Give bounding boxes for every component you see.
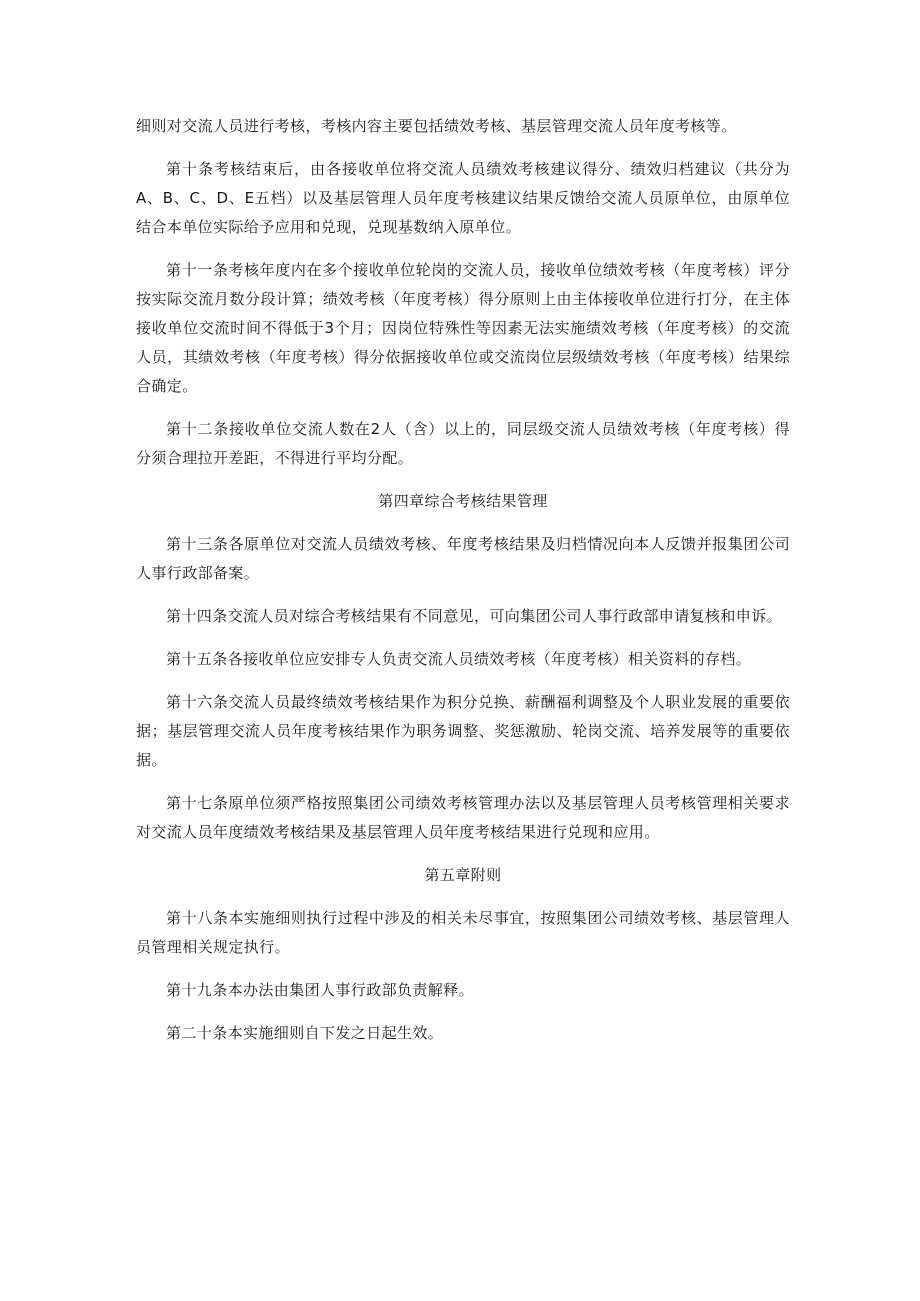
chapter-4-heading: 第四章综合考核结果管理: [378, 492, 548, 510]
document-page: [136, 112, 790, 1062]
article-17: 第十七条原单位须严格按照集团公司绩效考核管理办法以及基层管理人员考核管理相关要求对交流人员年度绩效考核结果及基层管理人员年度考核结果进行兑现和应用。: [136, 794, 790, 841]
article-12: 第十二条接收单位交流人数在2人（含）以上的，同层级交流人员绩效考核（年度考核）得分须合理拉开差距，不得进行平均分配。: [136, 420, 790, 467]
chapter-5-heading: 第五章附则: [424, 866, 502, 884]
article-13: 第十三条各原单位对交流人员绩效考核、年度考核结果及归档情况向本人反馈并报集团公司人事行政部备案。: [136, 535, 790, 582]
article-10: 第十条考核结束后，由各接收单位将交流人员绩效考核建议得分、绩效归档建议（共分为A、B、C、D、E五档）以及基层管理人员年度考核建议结果反馈给交流人员原单位，由原单位结合本单位实际给予应用和兑现，兑现基数纳入原单位。: [136, 160, 790, 236]
article-16: 第十六条交流人员最终绩效考核结果作为积分兑换、薪酬福利调整及个人职业发展的重要依据；基层管理交流人员年度考核结果作为职务调整、奖惩激励、轮岗交流、培养发展等的重要依据。: [136, 693, 790, 769]
article-19: 第十九条本办法由集团人事行政部负责解释。: [166, 981, 475, 999]
article-18: 第十八条本实施细则执行过程中涉及的相关未尽事宜，按照集团公司绩效考核、基层管理人员管理相关规定执行。: [136, 909, 790, 956]
article-14: 第十四条交流人员对综合考核结果有不同意见，可向集团公司人事行政部申请复核和申诉。: [166, 607, 783, 625]
article-15: 第十五条各接收单位应安排专人负责交流人员绩效考核（年度考核）相关资料的存档。: [166, 650, 752, 668]
paragraph-continuation: 细则对交流人员进行考核，考核内容主要包括绩效考核、基层管理交流人员年度考核等。: [136, 117, 737, 135]
article-20: 第二十条本实施细则自下发之日起生效。: [166, 1024, 444, 1042]
article-11: 第十一条考核年度内在多个接收单位轮岗的交流人员，接收单位绩效考核（年度考核）评分按实际交流月数分段计算；绩效考核（年度考核）得分原则上由主体接收单位进行打分，在主体接收单位交流时间不得低于3个月；因岗位特殊性等因素无法实施绩效考核（年度考核）的交流人员，其绩效考核（年度考核）得分依据接收单位或交流岗位层级绩效考核（年度考核）结果综合确定。: [136, 261, 790, 395]
